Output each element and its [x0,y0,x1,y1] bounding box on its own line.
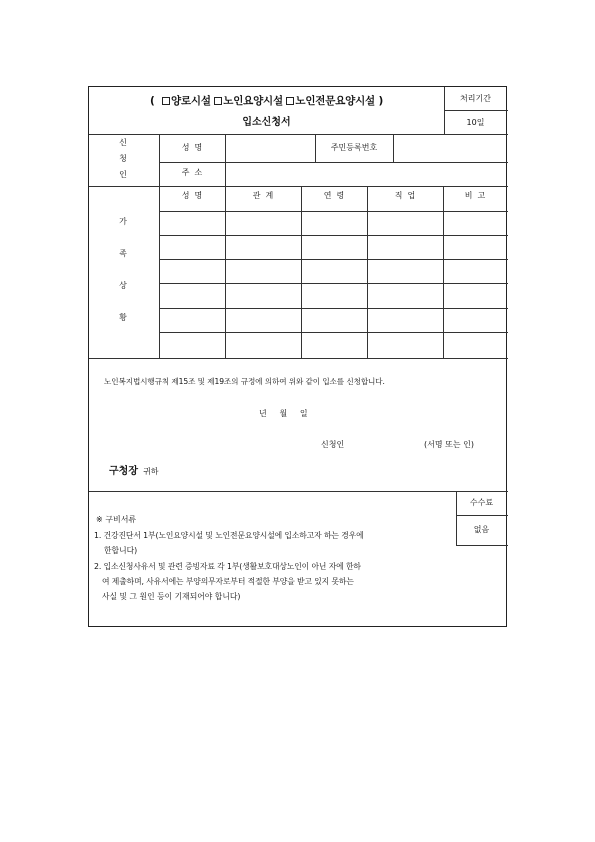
form-subtitle: 입소신청서 [242,117,291,128]
fee-value: 없음 [473,525,490,534]
table-row[interactable] [160,284,507,307]
title-open-paren: ( [149,95,155,107]
facility-checkbox-2[interactable] [214,97,222,105]
resident-registration-number-label: 주민등록번호 [330,143,378,152]
applicant-name-field[interactable] [226,135,314,161]
applicant-signature-label: 신청인 [321,440,345,449]
required-doc-1-line-2: 한합니다) [104,546,138,555]
facility-option-2: 노인요양시설 [223,95,283,107]
processing-period-value: 10일 [466,118,485,127]
family-col-occupation: 직 업 [394,191,416,200]
facility-checkbox-3[interactable] [286,97,294,105]
applicant-address-field[interactable] [226,163,507,185]
required-doc-2-line-3: 사실 및 그 원인 등이 기재되어야 합니다) [102,592,241,601]
recipient-title: 구청장 [109,466,138,477]
family-col-name: 성 명 [181,191,203,200]
application-date[interactable]: 년 월 일 [259,409,308,418]
table-row[interactable] [160,236,507,258]
family-col-remarks: 비 고 [464,191,486,200]
applicant-name-label: 성 명 [181,143,203,152]
fee-label: 수수료 [469,498,494,507]
family-col-relation: 관 계 [252,191,274,200]
signature-note: (서명 또는 인) [424,440,474,449]
facility-checkbox-1[interactable] [162,97,170,105]
applicant-address-label: 주 소 [181,168,203,177]
table-row[interactable] [160,333,507,357]
family-col-age: 연 령 [323,191,345,200]
title-close-paren: ) [378,95,384,107]
required-doc-2-line-1: 2. 입소신청사유서 및 관련 증빙자료 각 1부(생활보호대상노인이 아닌 자에 한하 [94,562,361,571]
applicant-section-label: 신 청 인 [119,138,127,179]
facility-option-3: 노인전문요양시설 [295,95,375,107]
facility-type-selector [89,93,444,108]
table-row[interactable] [160,212,507,234]
facility-option-1: 양로시설 [171,95,211,107]
table-row[interactable] [160,260,507,282]
application-statement: 노인복지법시행규칙 제15조 및 제19조의 규정에 의하여 위와 같이 입소를 신청합니다. [104,377,385,386]
application-form [88,86,507,627]
resident-registration-number-field[interactable] [394,135,507,161]
table-row[interactable] [160,309,507,331]
processing-period-label: 처리기간 [460,94,491,103]
recipient-suffix: 귀하 [143,467,159,476]
required-documents-heading: ※ 구비서류 [96,515,137,524]
form-title [89,93,444,128]
required-doc-2-line-2: 여 제출하며, 사유서에는 부양의무자로부터 적절한 부양을 받고 있지 못하는 [102,577,354,586]
required-doc-1-line-1: 1. 건강진단서 1부(노인요양시설 및 노인전문요양시설에 입소하고자 하는 경우에 [94,531,364,540]
recipient [109,459,159,478]
family-section-label: 가 족 상 황 [119,217,127,322]
